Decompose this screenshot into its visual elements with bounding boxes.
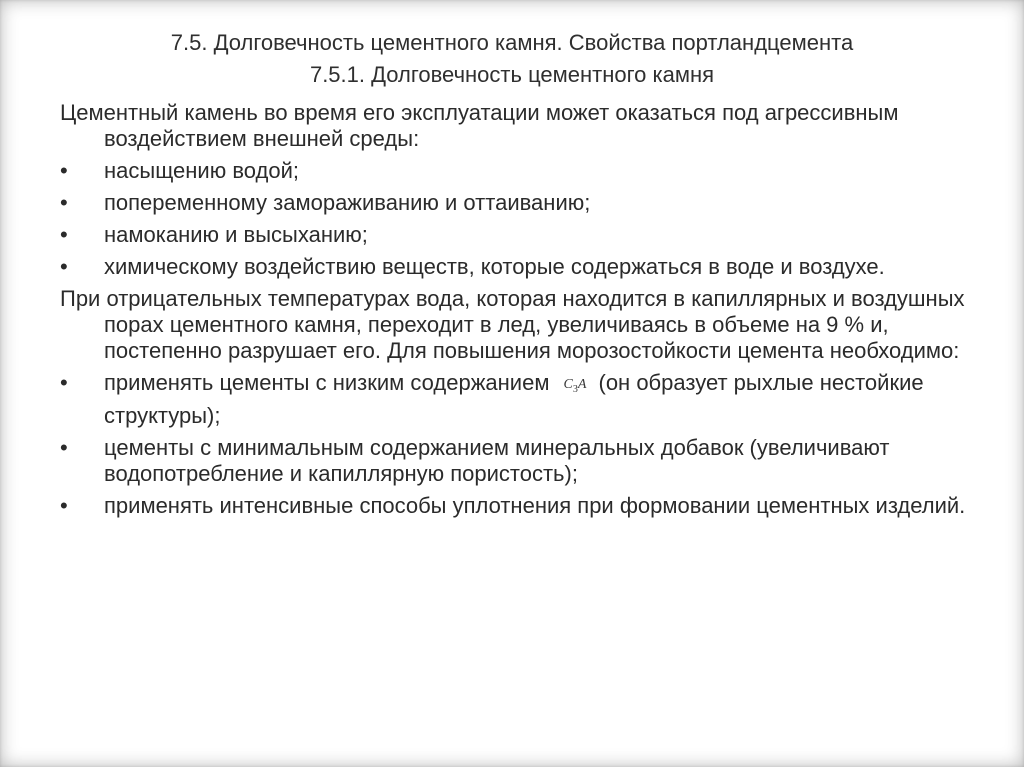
bullet-icon: • xyxy=(60,492,68,518)
list-item xyxy=(60,435,970,487)
list-item xyxy=(60,370,970,429)
list-item xyxy=(60,254,970,280)
slide-body xyxy=(60,100,970,525)
list-item xyxy=(60,493,970,519)
list-item-text: намоканию и высыханию; xyxy=(104,222,368,247)
list-item xyxy=(60,190,970,216)
c3a-formula: $C_3A$ xyxy=(563,377,587,395)
bullet-icon: • xyxy=(60,222,68,247)
bullet-icon: • xyxy=(60,434,68,460)
list-item-text: химическому воздействию веществ, которые содержаться в воде и воздухе. xyxy=(104,254,885,279)
frost-paragraph: При отрицательных температурах вода, которая находится в капиллярных и воздушных порах цементного камня, переходит в лед, увеличиваясь в объеме на 9 % и, постепенно разрушает его. Для повышения морозостойкости цемента необходимо: xyxy=(60,286,965,363)
bullet-icon: • xyxy=(60,370,68,395)
list-item-text: (он образует рыхлые нестойкие структуры); xyxy=(104,370,924,428)
intro-paragraph: Цементный камень во время его эксплуатации может оказаться под агрессивным воздействием внешней среды: xyxy=(60,100,899,151)
slide-header xyxy=(0,27,1024,91)
list-item-text: попеременному замораживанию и оттаиванию; xyxy=(104,190,591,215)
bullet-icon: • xyxy=(60,158,68,183)
slide-subtitle: 7.5.1. Долговечность цементного камня xyxy=(309,62,715,87)
list-item xyxy=(60,222,970,248)
list-item-text: насыщению водой; xyxy=(104,158,300,183)
list-item-text: применять цементы с низким содержанием xyxy=(104,370,550,395)
bullet-icon: • xyxy=(60,254,68,279)
slide-title: 7.5. Долговечность цементного камня. Свойства портландцемента xyxy=(170,30,854,55)
list-item-text: цементы с минимальным содержанием минеральных добавок (увеличивают водопотребление и капиллярную пористость); xyxy=(104,434,890,486)
list-item xyxy=(60,158,970,184)
frost-measures-list xyxy=(60,370,970,519)
exposure-list xyxy=(60,158,970,280)
list-item-text: применять интенсивные способы уплотнения при формовании цементных изделий. xyxy=(104,492,966,518)
bullet-icon: • xyxy=(60,190,68,215)
